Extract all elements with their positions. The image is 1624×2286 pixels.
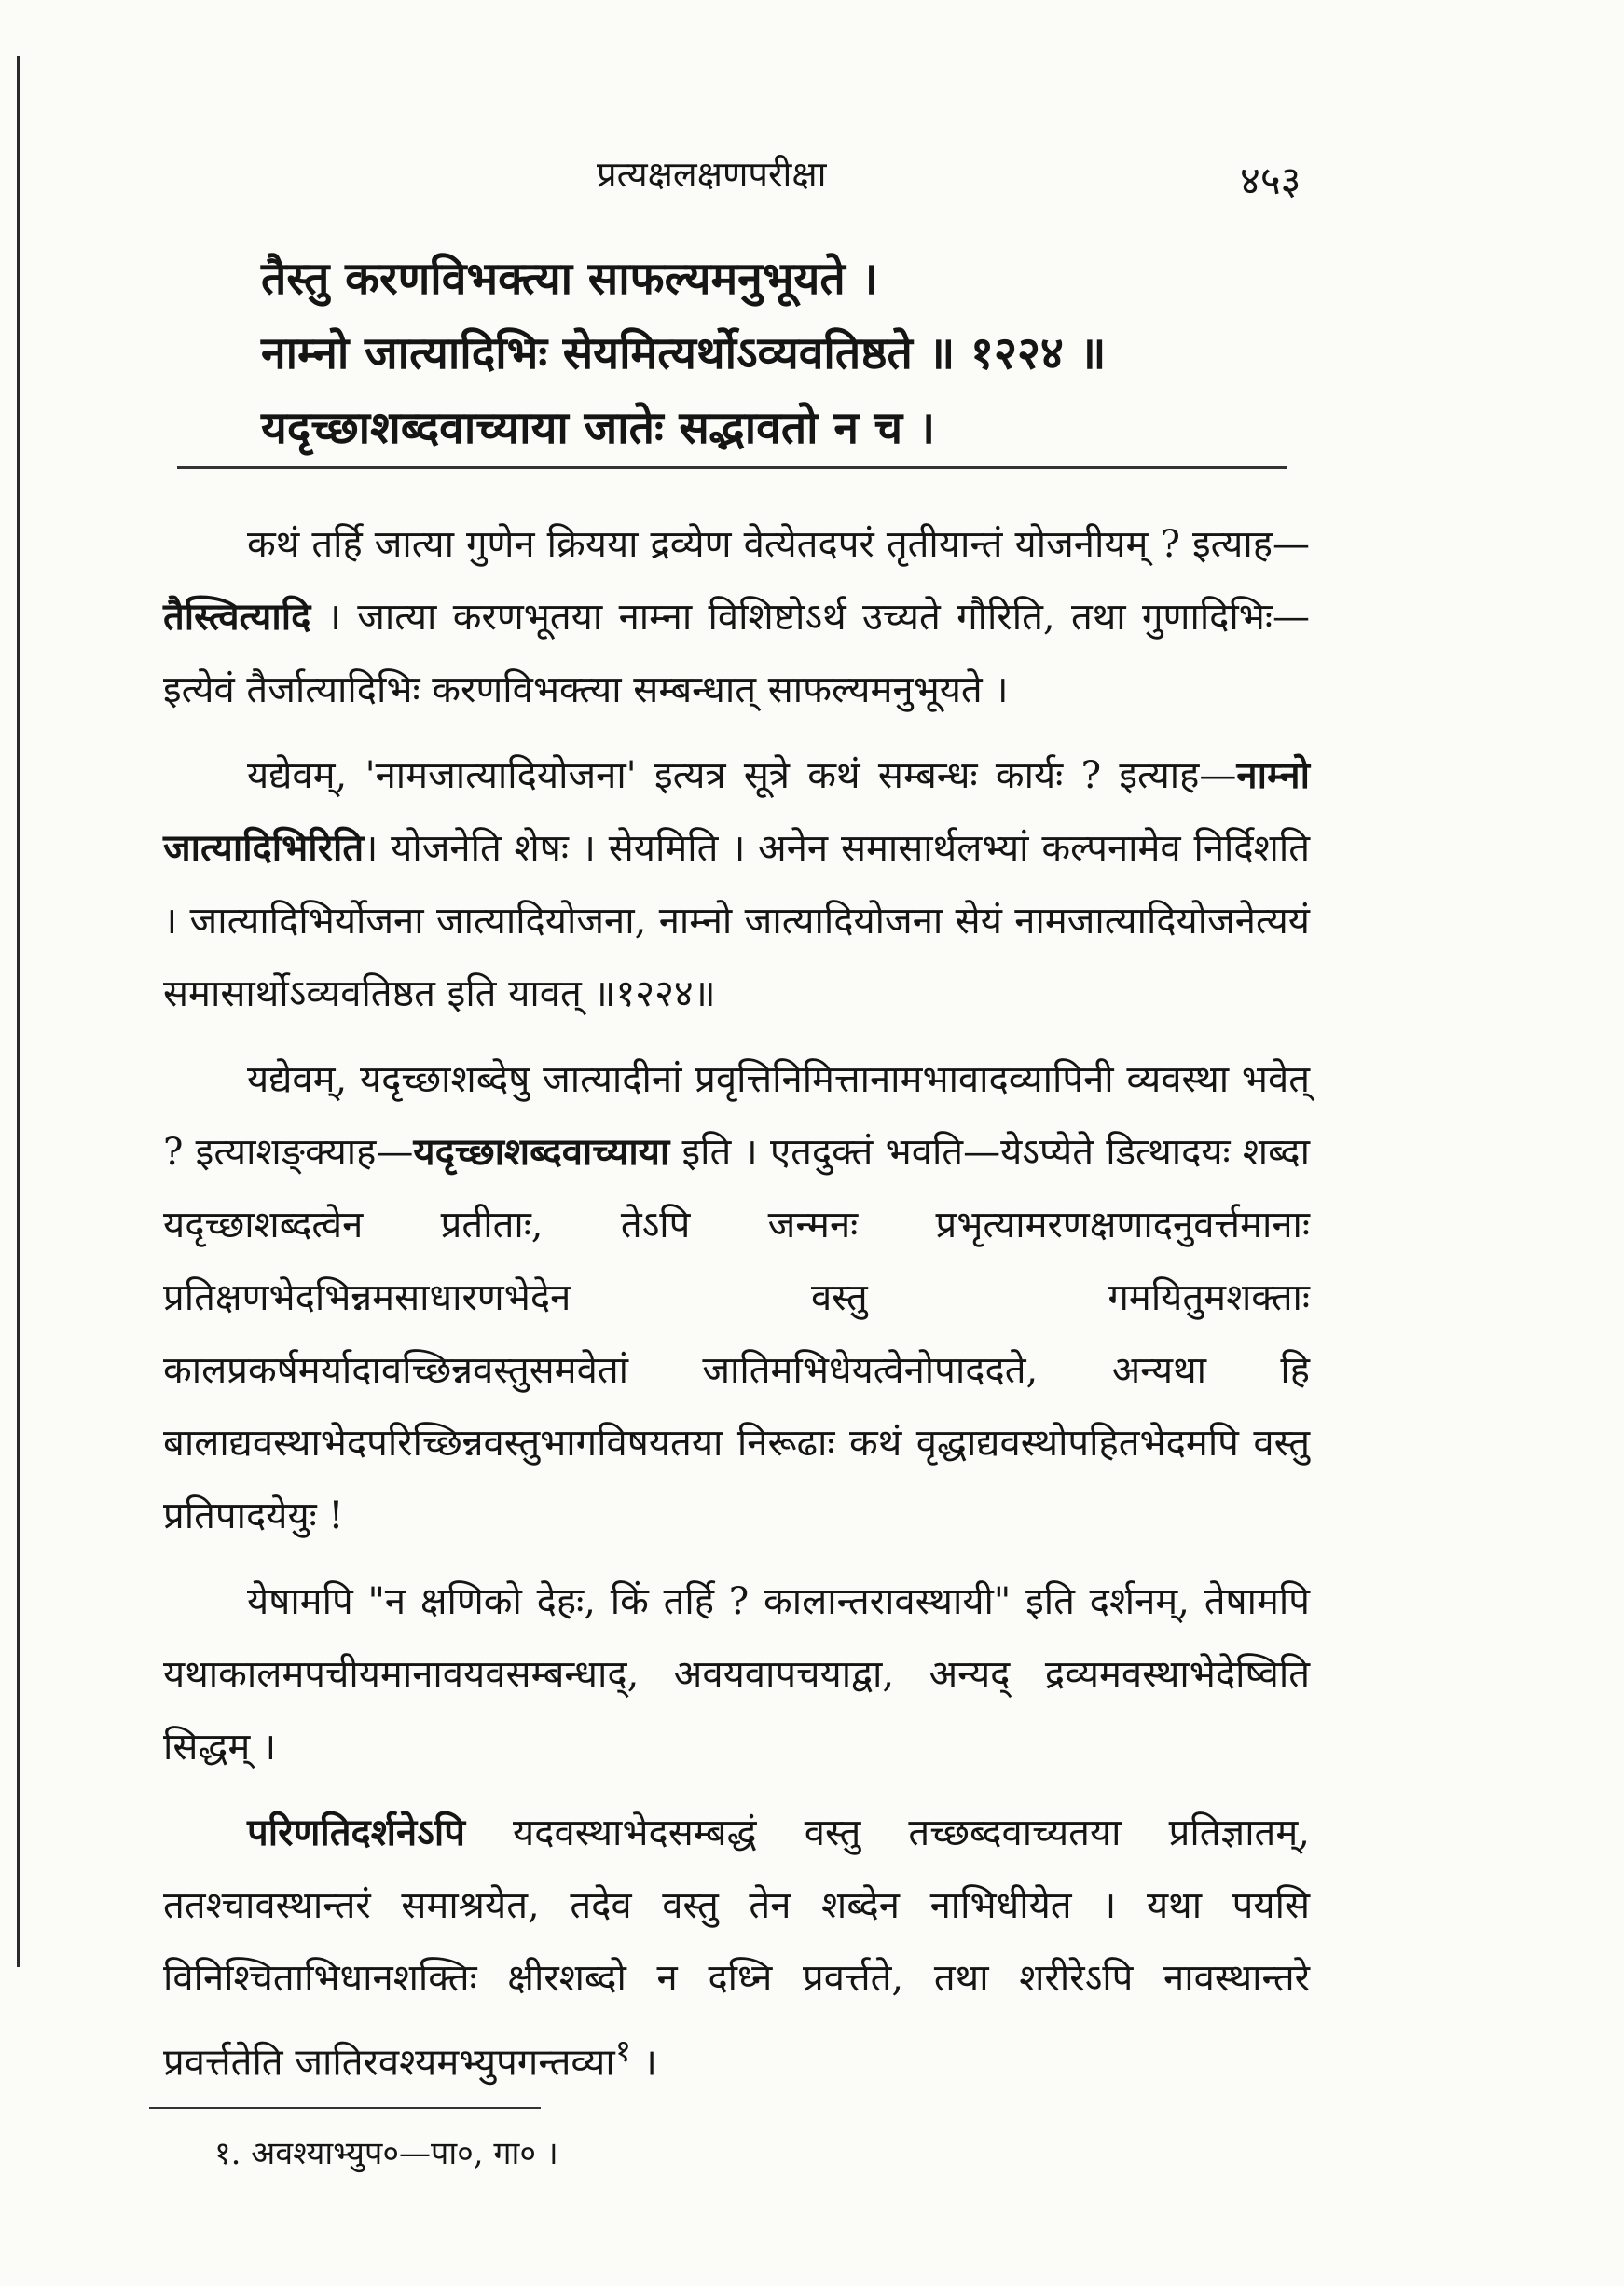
header-title: प्रत्यक्षलक्षणपरीक्षा [597, 154, 827, 195]
verse-line-3: यदृच्छाशब्दवाच्याया जातेः सद्भावतो न च । [261, 402, 936, 454]
footnote-marker: १ [614, 2032, 632, 2069]
lemma: तैस्त्वित्यादि [163, 595, 311, 639]
paragraph-text: । जात्या करणभूतया नाम्ना विशिष्टोऽर्थ उच्यते गौरिति, तथा गुणादिभिः—इत्येवं तैर्जात्यादिभिः करणविभक्त्या सम्बन्धात् साफल्यमनुभूयते । [163, 596, 1310, 711]
paragraph-text: यद्येवम्, 'नामजात्यादियोजना' इत्यत्र सूत्रे कथं सम्बन्धः कार्यः ? इत्याह— [247, 754, 1237, 797]
page-number: ४५३ [1240, 158, 1301, 203]
running-header [0, 149, 1624, 205]
footnote: १. अवश्याभ्युप०—पा०, गा० । [214, 2135, 558, 2172]
verse-line-1: तैस्तु करणविभक्त्या साफल्यमनुभूयते । [261, 253, 878, 305]
verse-divider [177, 466, 1287, 469]
paragraph-text: । [631, 2041, 657, 2085]
paragraph-text: कथं तर्हि जात्या गुणेन क्रियया द्रव्येण वेत्येतदपरं तृतीयान्तं योजनीयम् ? इत्याह— [247, 523, 1310, 566]
footnote-divider [149, 2107, 541, 2109]
paragraph-text: इति । एतदुक्तं भवति—येऽप्येते डित्थादयः शब्दा यदृच्छाशब्दत्वेन प्रतीताः, तेऽपि जन्मनः प्रभृत्यामरणक्षणादनुवर्त्तमानाः प्रतिक्षणभेदभिन्नमसाधारणभेदेन वस्तु गमयितुमशक्ताः कालप्रकर्षमर्यादावच्छिन्नवस्तुसमवेतां जातिमभिधेयत्वेनोपाददते, अन्यथा हि बालाद्यवस्थाभेदपरिच्छिन्नवस्तुभागविषयतया निरूढाः कथं वृद्धाद्यवस्थोपहितभेदमपि वस्तु प्रतिपादयेयुः ! [163, 1131, 1310, 1537]
lemma: परिणतिदर्शनेऽपि [247, 1811, 465, 1854]
paragraph-text: । योजनेति शेषः । सेयमिति । अनेन समासार्थलभ्यां कल्पनामेव निर्दिशति । जात्यादिभिर्योजना जात्यादियोजना, नाम्नो जात्यादियोजना सेयं नामजात्यादियोजनेत्ययं समासार्थोऽव्यवतिष्ठत इति यावत् ॥१२२४॥ [163, 827, 1310, 1015]
commentary-paragraph-2 [163, 739, 1310, 1030]
commentary-paragraph-3 [163, 1043, 1310, 1552]
binding-edge [17, 56, 20, 1967]
paragraph-text: यद्येवम्, यदृच्छाशब्देषु जात्यादीनां प्रवृत्तिनिमित्तानामभावादव्यापिनी व्यवस्था भवेत् ? इत्याशङ्क्याह— [163, 1058, 1310, 1174]
paragraph-text: यदवस्थाभेदसम्बद्धं वस्तु तच्छब्दवाच्यतया प्रतिज्ञातम्, ततश्चावस्थान्तरं समाश्रयेत, तदेव वस्तु तेन शब्देन नाभिधीयेत । यथा पयसि विनिश्चिताभिधानशक्तिः क्षीरशब्दो न दध्नि प्रवर्त्तते, तथा शरीरेऽपि नावस्थान्तरे प्रवर्त्ततेति जातिरवश्यमभ्युपगन्तव्या [163, 1811, 1310, 2085]
commentary-paragraph-5 [163, 1797, 1310, 2099]
commentary-body [163, 508, 1310, 2112]
verse-line-2: नाम्नो जात्यादिभिः सेयमित्यर्थोऽव्यवतिष्ठते ॥ १२२४ ॥ [261, 327, 1107, 379]
lemma: यदृच्छाशब्दवाच्याया [413, 1130, 670, 1174]
lemma: नाम्नो जात्यादिभिरिति [163, 753, 1310, 870]
commentary-paragraph-4 [163, 1565, 1310, 1783]
commentary-paragraph-1 [163, 508, 1310, 726]
paragraph-text: येषामपि "न क्षणिको देहः, किं तर्हि ? कालान्तरावस्थायी" इति दर्शनम्, तेषामपि यथाकालमपचीयमानावयवसम्बन्धाद्, अवयवापचयाद्वा, अन्यद् द्रव्यमवस्थाभेदेष्विति सिद्धम् । [163, 1580, 1310, 1769]
